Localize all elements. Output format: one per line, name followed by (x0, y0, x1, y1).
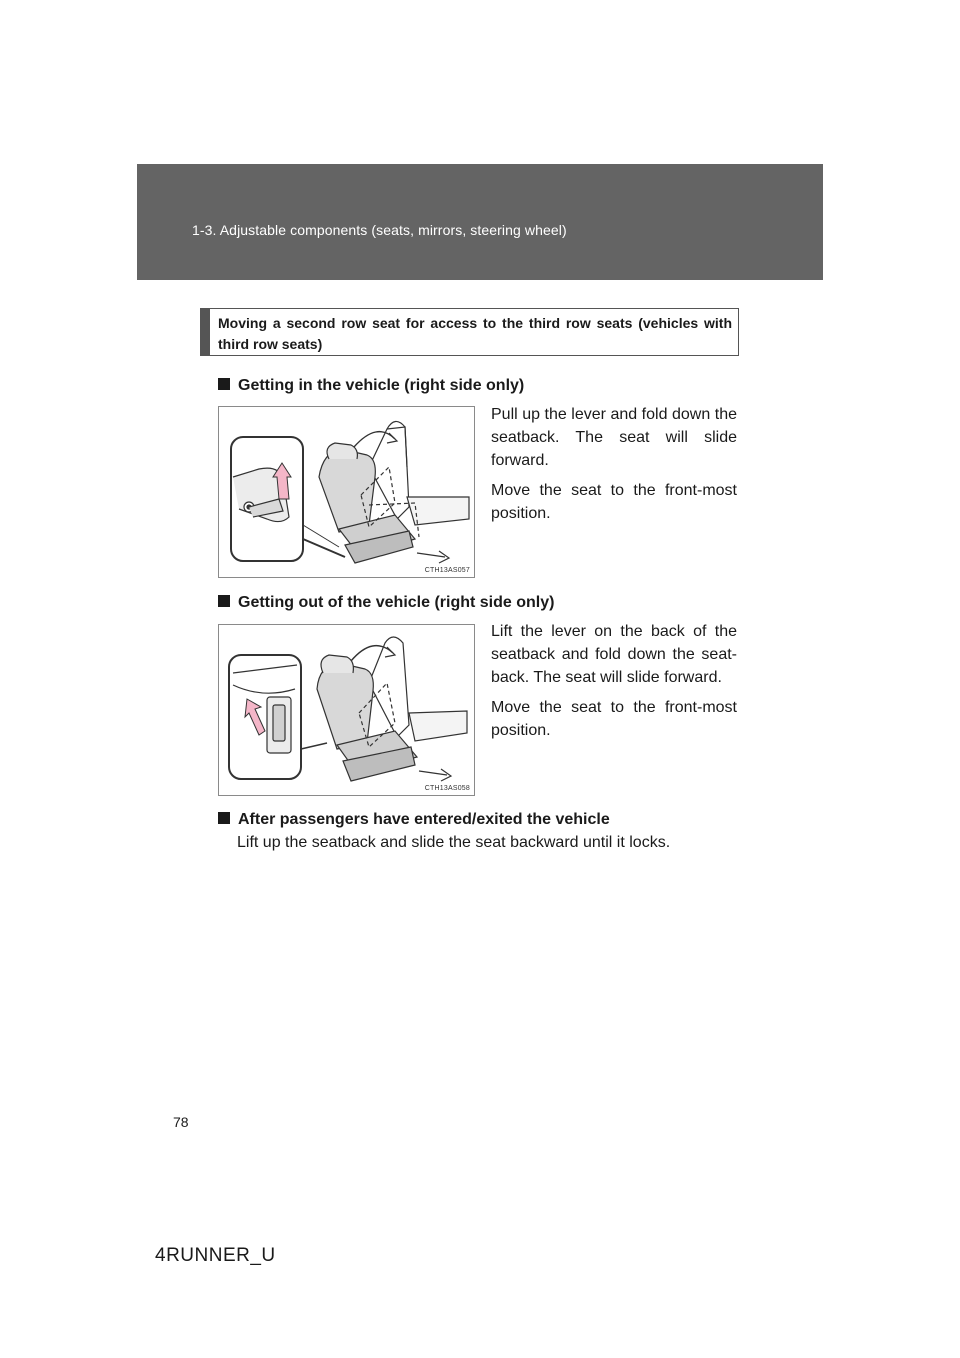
section-title-box (200, 308, 739, 356)
getting-out-text-1: Lift the lever on the back of the seatback and fold down the seat-back. The seat will slide forward. (491, 623, 737, 686)
subheading-getting-out-label: Getting out of the vehicle (right side only) (238, 594, 555, 611)
footer-model: 4RUNNER_U (155, 1245, 276, 1266)
section-title-bar (201, 309, 210, 355)
figure-code: CTH13AS057 (424, 567, 470, 574)
square-bullet-icon (218, 595, 230, 607)
subheading-getting-in (218, 377, 524, 395)
square-bullet-icon (218, 812, 230, 824)
square-bullet-icon (218, 378, 230, 390)
page-number: 78 (173, 1114, 189, 1130)
figure-code: CTH13AS058 (424, 785, 470, 792)
getting-out-text-2: Move the seat to the front-most position. (491, 699, 737, 739)
getting-in-text-1: Pull up the lever and fold down the seatback. The seat will slide forward. (491, 406, 737, 469)
figure-getting-out (218, 624, 475, 796)
getting-in-text-2: Move the seat to the front-most position. (491, 482, 737, 522)
subheading-getting-out (218, 594, 554, 612)
section-title: Moving a second row seat for access to the third row seats (vehicles with third row seats) (218, 315, 732, 352)
figure-getting-in (218, 406, 475, 578)
subheading-after (218, 811, 610, 829)
subheading-getting-in-label: Getting in the vehicle (right side only) (238, 377, 525, 394)
subheading-after-label: After passengers have entered/exited the vehicle (238, 811, 610, 828)
seat-fold-illustration-icon (219, 407, 475, 578)
after-text: Lift up the seatback and slide the seat backward until it locks. (237, 834, 671, 851)
header-band (137, 164, 823, 280)
seat-fold-illustration-icon (219, 625, 475, 796)
header-section-title: 1-3. Adjustable components (seats, mirrors, steering wheel) (192, 222, 567, 238)
